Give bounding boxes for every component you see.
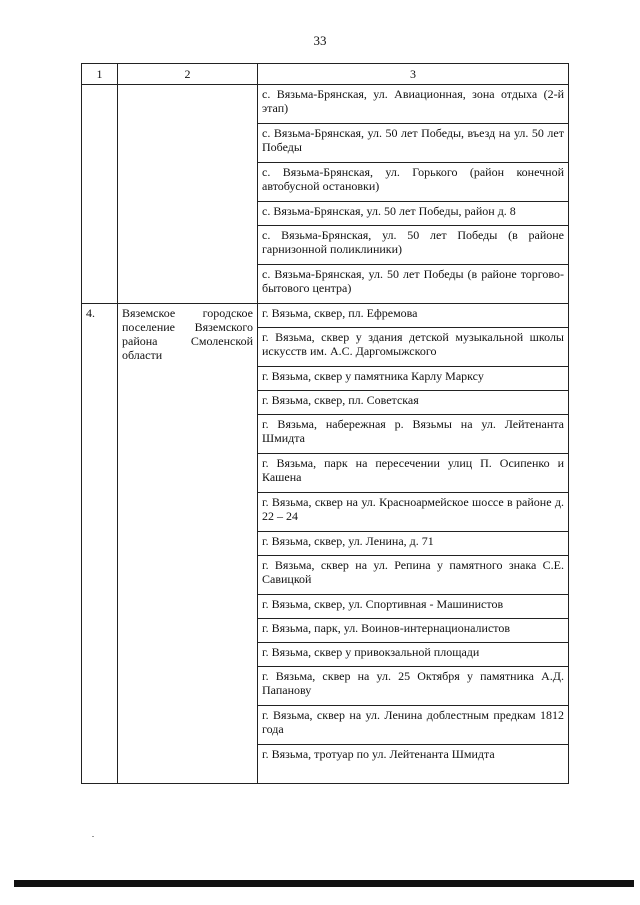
location-cell: с. Вязьма-Брянская, ул. 50 лет Победы (в районе гарнизонной поликлиники) [258,226,569,265]
location-cell: г. Вязьма, набережная р. Вязьмы на ул. Лейтенанта Шмидта [258,415,569,454]
table-row [82,85,569,124]
location-cell: г. Вязьма, сквер, пл. Советская [258,391,569,415]
scan-edge-bar [14,880,634,887]
location-cell: с. Вязьма-Брянская, ул. Авиационная, зона отдыха (2-й этап) [258,85,569,124]
location-cell: г. Вязьма, сквер на ул. Ленина доблестным предкам 1812 года [258,706,569,745]
location-cell: г. Вязьма, сквер, пл. Ефремова [258,304,569,328]
table-header-row [82,64,569,85]
location-cell: г. Вязьма, сквер у памятника Карлу Марксу [258,367,569,391]
location-cell: с. Вязьма-Брянская, ул. 50 лет Победы, район д. 8 [258,202,569,226]
location-cell: г. Вязьма, парк, ул. Воинов-интернационалистов [258,619,569,643]
location-cell: г. Вязьма, сквер у здания детской музыкальной школы искусств им. А.С. Даргомыжского [258,328,569,367]
location-cell: г. Вязьма, сквер, ул. Спортивная - Машинистов [258,595,569,619]
row-number-cell [82,85,118,304]
district-cell [118,85,258,304]
location-cell: г. Вязьма, сквер у привокзальной площади [258,643,569,667]
table-row [82,304,569,328]
header-col-2: 2 [118,64,258,85]
location-cell: г. Вязьма, сквер, ул. Ленина, д. 71 [258,532,569,556]
location-cell: с. Вязьма-Брянская, ул. 50 лет Победы, въезд на ул. 50 лет Победы [258,124,569,163]
location-cell: с. Вязьма-Брянская, ул. 50 лет Победы (в районе торгово-бытового центра) [258,265,569,304]
row-number-cell: 4. [82,304,118,784]
location-cell: г. Вязьма, тротуар по ул. Лейтенанта Шмидта [258,745,569,784]
header-col-1: 1 [82,64,118,85]
location-cell: г. Вязьма, парк на пересечении улиц П. Осипенко и Кашена [258,454,569,493]
location-cell: г. Вязьма, сквер на ул. Репина у памятного знака С.Е. Савицкой [258,556,569,595]
page-number: 33 [313,33,327,48]
header-col-3: 3 [258,64,569,85]
scan-speck [92,836,94,837]
location-cell: г. Вязьма, сквер на ул. 25 Октября у памятника А.Д. Папанову [258,667,569,706]
location-cell: г. Вязьма, сквер на ул. Красноармейское шоссе в районе д. 22 – 24 [258,493,569,532]
location-cell: с. Вязьма-Брянская, ул. Горького (район конечной автобусной остановки) [258,163,569,202]
district-cell: Вяземское городское поселение Вяземского района Смоленской области [118,304,258,784]
locations-table [81,63,569,784]
